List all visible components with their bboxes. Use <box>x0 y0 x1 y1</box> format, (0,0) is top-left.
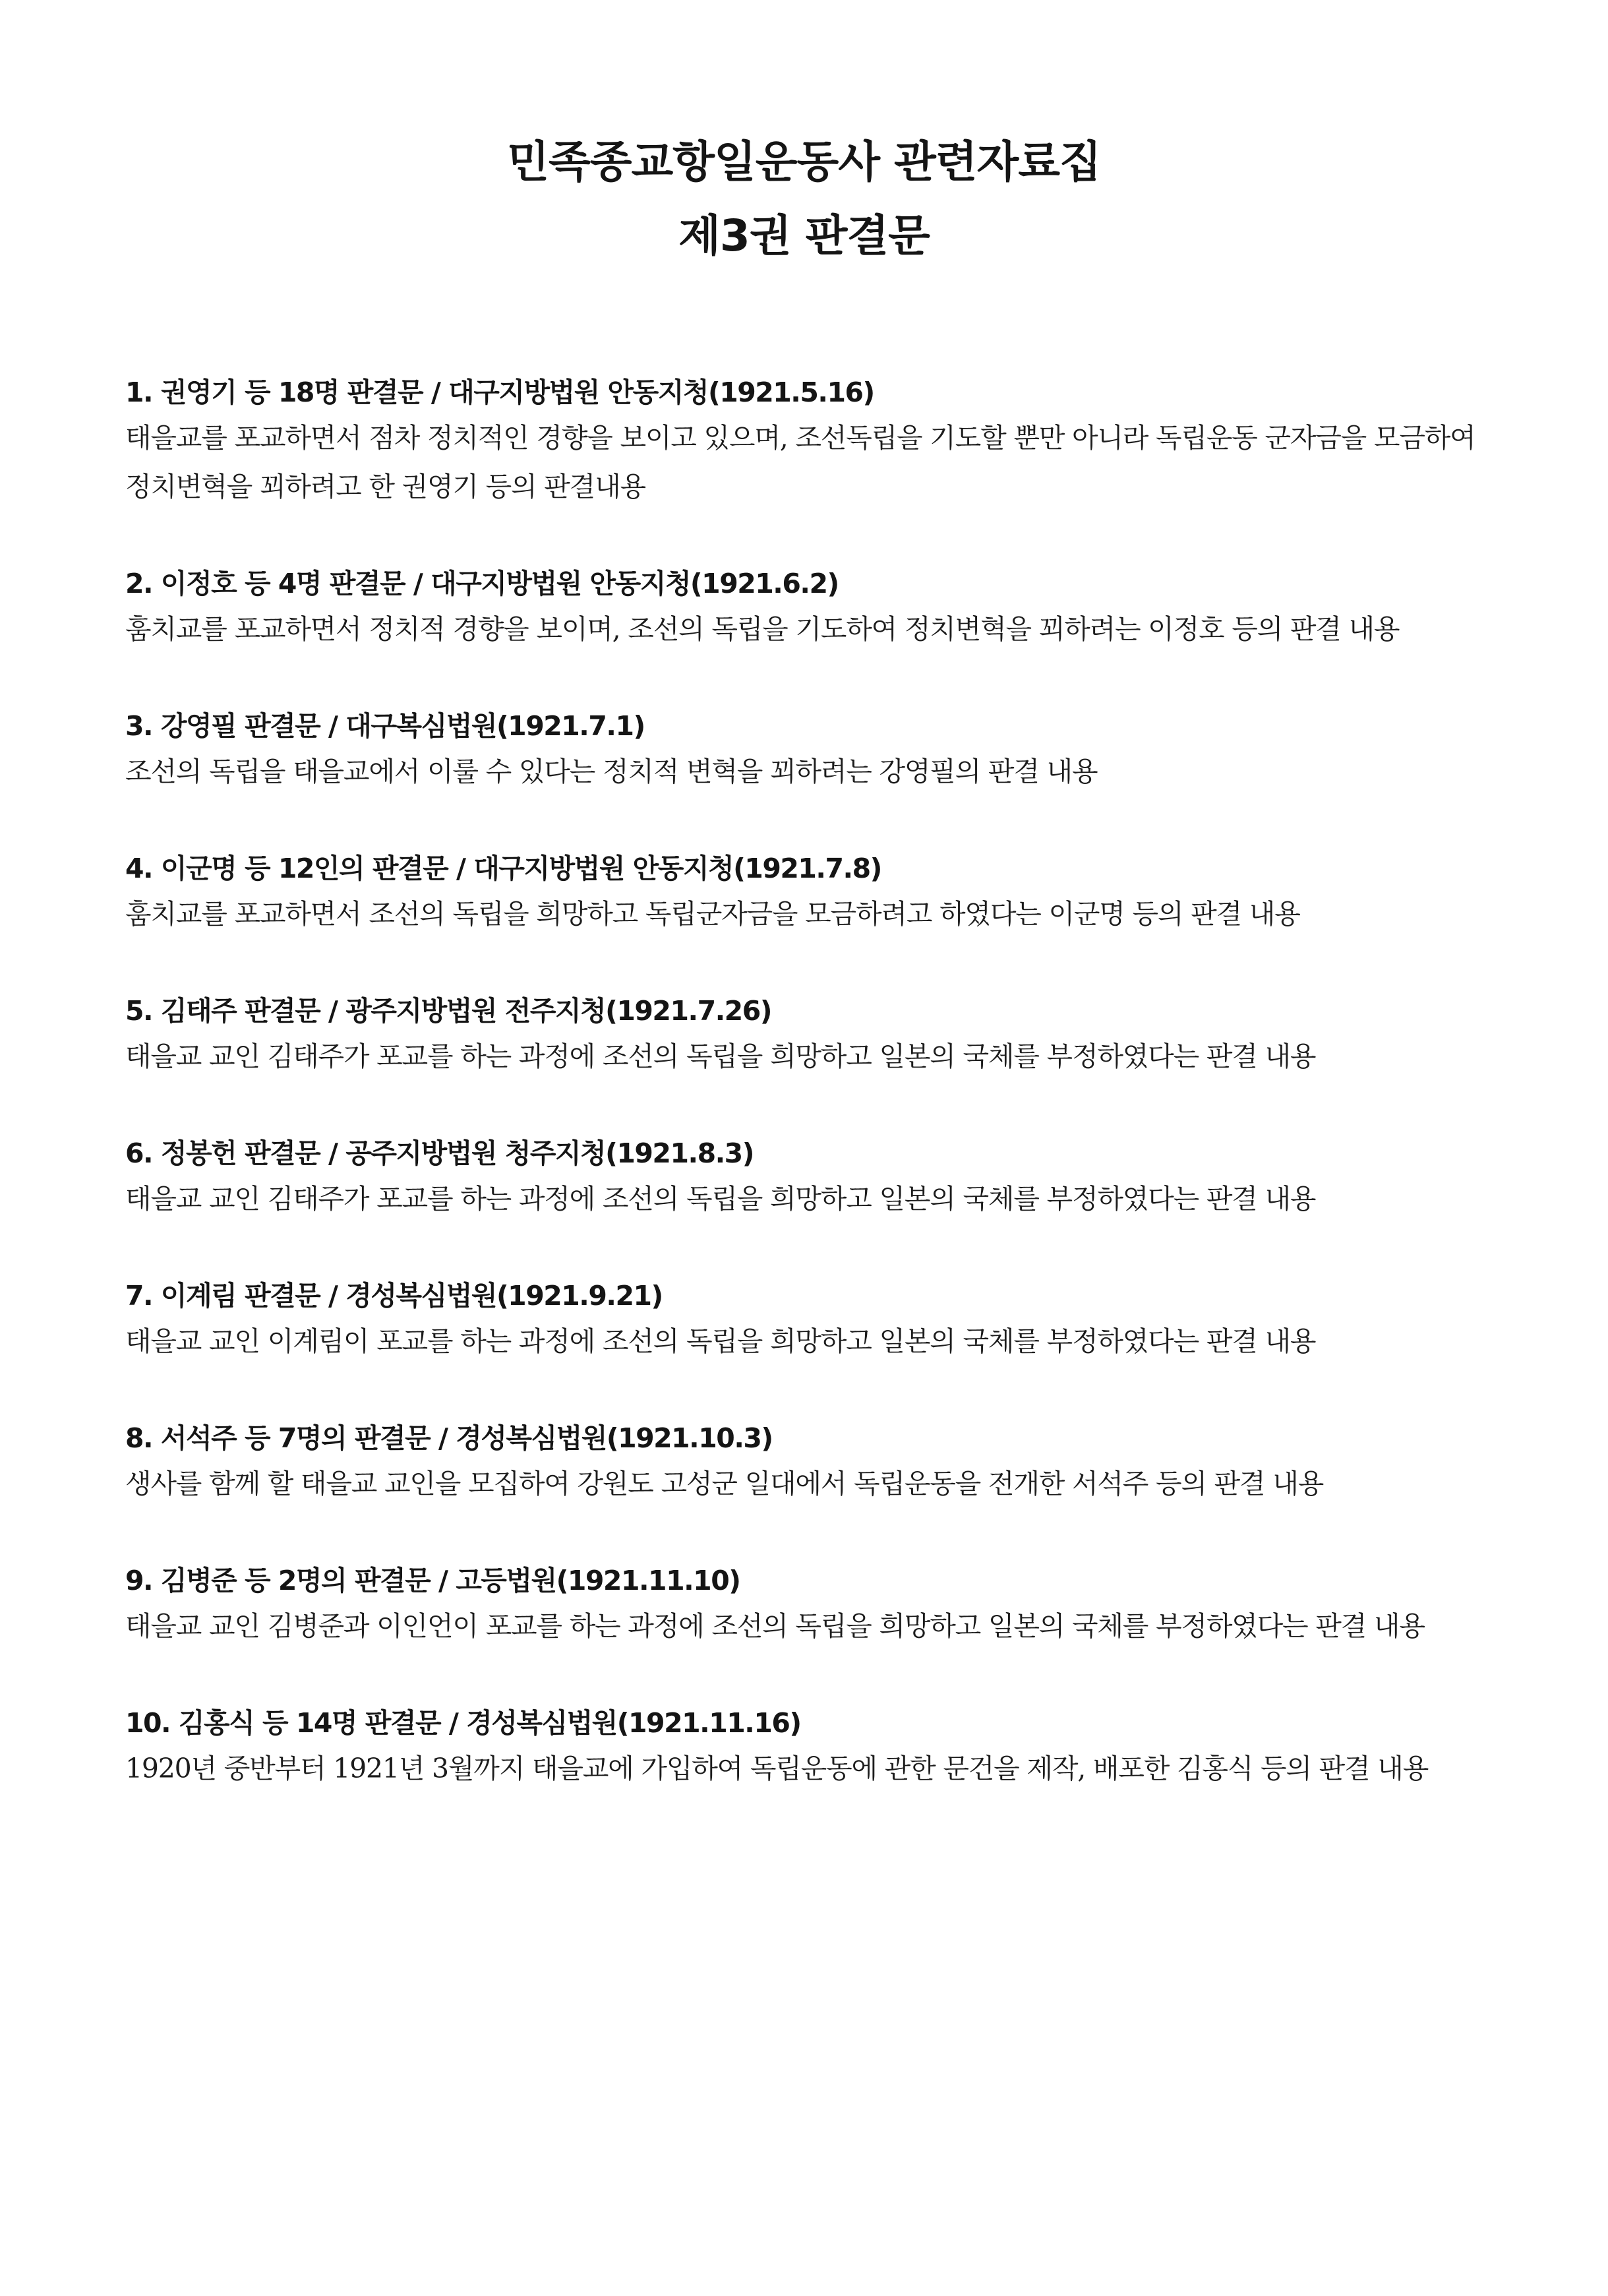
entry-heading: 7. 이계림 판결문 / 경성복심법원(1921.9.21) <box>125 1280 663 1312</box>
list-item <box>125 706 1483 796</box>
list-item <box>125 564 1483 653</box>
document-title: 민족종교항일운동사 관련자료집 <box>507 136 1101 187</box>
entry-list <box>125 373 1483 1846</box>
entry-description: 훔치교를 포교하면서 조선의 독립을 희망하고 독립군자금을 모금하려고 하였다는 이군명 등의 판결 내용 <box>125 898 1300 930</box>
entry-heading: 4. 이군명 등 12인의 판결문 / 대구지방법원 안동지청(1921.7.8) <box>125 853 881 884</box>
list-item <box>125 1703 1483 1793</box>
list-item <box>125 849 1483 938</box>
entry-description: 태을교 교인 김태주가 포교를 하는 과정에 조선의 독립을 희망하고 일본의 국체를 부정하였다는 판결 내용 <box>125 1183 1316 1215</box>
list-item <box>125 1418 1483 1508</box>
list-item <box>125 373 1483 511</box>
entry-heading: 3. 강영필 판결문 / 대구복심법원(1921.7.1) <box>125 710 645 742</box>
entry-description: 조선의 독립을 태을교에서 이룰 수 있다는 정치적 변혁을 꾀하려는 강영필의 판결 내용 <box>125 756 1098 787</box>
entry-description: 훔치교를 포교하면서 정치적 경향을 보이며, 조선의 독립을 기도하여 정치변혁을 꾀하려는 이정호 등의 판결 내용 <box>125 613 1400 645</box>
entry-heading: 1. 권영기 등 18명 판결문 / 대구지방법원 안동지청(1921.5.16) <box>125 377 874 408</box>
entry-heading: 6. 정봉헌 판결문 / 공주지방법원 청주지청(1921.8.3) <box>125 1137 754 1169</box>
list-item <box>125 1133 1483 1223</box>
entry-description: 태을교 교인 김병준과 이인언이 포교를 하는 과정에 조선의 독립을 희망하고 일본의 국체를 부정하였다는 판결 내용 <box>125 1610 1425 1642</box>
entry-description: 생사를 함께 할 태을교 교인을 모집하여 강원도 고성군 일대에서 독립운동을 전개한 서석주 등의 판결 내용 <box>125 1468 1324 1499</box>
entry-description: 1920년 중반부터 1921년 3월까지 태을교에 가입하여 독립운동에 관한 문건을 제작, 배포한 김홍식 등의 판결 내용 <box>125 1753 1429 1784</box>
list-item <box>125 1276 1483 1366</box>
list-item <box>125 1561 1483 1650</box>
entry-heading: 9. 김병준 등 2명의 판결문 / 고등법원(1921.11.10) <box>125 1565 740 1596</box>
entry-heading: 8. 서석주 등 7명의 판결문 / 경성복심법원(1921.10.3) <box>125 1422 773 1454</box>
list-item <box>125 991 1483 1081</box>
entry-heading: 2. 이정호 등 4명 판결문 / 대구지방법원 안동지청(1921.6.2) <box>125 568 839 599</box>
entry-description: 태을교를 포교하면서 점차 정치적인 경향을 보이고 있으며, 조선독립을 기도할 뿐만 아니라 독립운동 군자금을 모금하여 정치변혁을 꾀하려고 한 권영기 등의 판결내용 <box>125 422 1475 502</box>
entry-heading: 10. 김홍식 등 14명 판결문 / 경성복심법원(1921.11.16) <box>125 1707 801 1739</box>
entry-description: 태을교 교인 김태주가 포교를 하는 과정에 조선의 독립을 희망하고 일본의 국체를 부정하였다는 판결 내용 <box>125 1041 1316 1072</box>
entry-heading: 5. 김태주 판결문 / 광주지방법원 전주지청(1921.7.26) <box>125 995 771 1027</box>
entry-description: 태을교 교인 이계림이 포교를 하는 과정에 조선의 독립을 희망하고 일본의 국체를 부정하였다는 판결 내용 <box>125 1325 1316 1357</box>
document-subtitle: 제3권 판결문 <box>678 210 930 261</box>
title-block <box>0 125 1608 273</box>
